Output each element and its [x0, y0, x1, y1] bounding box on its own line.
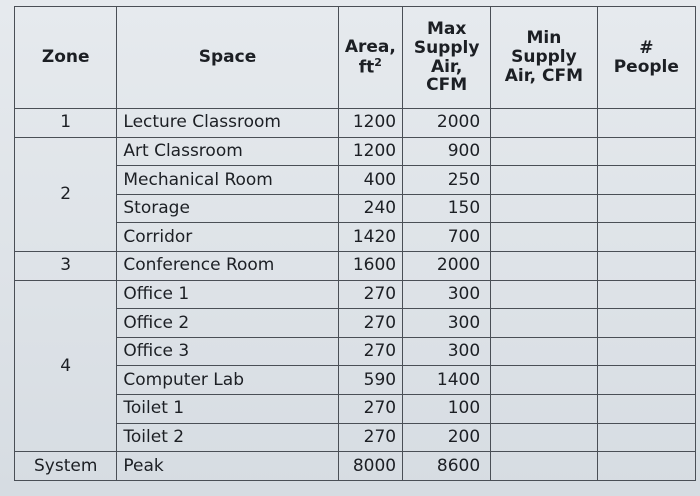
- people-cell: [597, 337, 695, 366]
- table-row: [15, 366, 696, 395]
- max-supply-cell: 100: [403, 394, 491, 423]
- header-max-supply-air: Max Supply Air, CFM: [403, 7, 491, 109]
- area-cell: 1200: [338, 109, 403, 138]
- space-cell: Storage: [117, 194, 338, 223]
- zone-cell: 3: [15, 251, 117, 280]
- space-cell: Peak: [117, 452, 338, 481]
- max-supply-cell: 300: [403, 309, 491, 338]
- table-row: [15, 194, 696, 223]
- area-cell: 400: [338, 166, 403, 195]
- people-cell: [597, 109, 695, 138]
- people-cell: [597, 137, 695, 166]
- zone-airflow-table: [14, 6, 696, 481]
- max-supply-cell: 150: [403, 194, 491, 223]
- table-row: [15, 337, 696, 366]
- header-row: [15, 7, 696, 109]
- area-cell: 270: [338, 423, 403, 452]
- space-cell: Corridor: [117, 223, 338, 252]
- space-cell: Art Classroom: [117, 137, 338, 166]
- people-cell: [597, 223, 695, 252]
- max-supply-cell: 300: [403, 337, 491, 366]
- min-supply-cell: [491, 337, 598, 366]
- max-supply-cell: 900: [403, 137, 491, 166]
- people-cell: [597, 309, 695, 338]
- min-supply-cell: [491, 280, 598, 309]
- space-cell: Office 1: [117, 280, 338, 309]
- area-cell: 270: [338, 337, 403, 366]
- min-supply-cell: [491, 194, 598, 223]
- people-cell: [597, 452, 695, 481]
- max-supply-cell: 1400: [403, 366, 491, 395]
- area-cell: 270: [338, 394, 403, 423]
- min-supply-cell: [491, 366, 598, 395]
- table-row: [15, 223, 696, 252]
- max-supply-cell: 200: [403, 423, 491, 452]
- max-supply-cell: 2000: [403, 109, 491, 138]
- table-row: [15, 452, 696, 481]
- header-zone: Zone: [15, 7, 117, 109]
- min-supply-cell: [491, 309, 598, 338]
- area-cell: 1200: [338, 137, 403, 166]
- max-supply-cell: 700: [403, 223, 491, 252]
- people-cell: [597, 166, 695, 195]
- people-cell: [597, 423, 695, 452]
- header-people: # People: [597, 7, 695, 109]
- area-cell: 1600: [338, 251, 403, 280]
- table-row: [15, 137, 696, 166]
- zone-cell: 2: [15, 137, 117, 251]
- table-row: [15, 309, 696, 338]
- space-cell: Mechanical Room: [117, 166, 338, 195]
- table-row: [15, 394, 696, 423]
- max-supply-cell: 300: [403, 280, 491, 309]
- min-supply-cell: [491, 223, 598, 252]
- area-cell: 270: [338, 280, 403, 309]
- people-cell: [597, 194, 695, 223]
- people-cell: [597, 251, 695, 280]
- area-unit-superscript: 2: [374, 55, 382, 69]
- space-cell: Computer Lab: [117, 366, 338, 395]
- table-row: [15, 280, 696, 309]
- zone-cell-system: System: [15, 452, 117, 481]
- header-min-supply-air: Min Supply Air, CFM: [491, 7, 598, 109]
- min-supply-cell: [491, 109, 598, 138]
- table-row: [15, 166, 696, 195]
- table-row: [15, 251, 696, 280]
- area-cell: 8000: [338, 452, 403, 481]
- space-cell: Office 3: [117, 337, 338, 366]
- min-supply-cell: [491, 137, 598, 166]
- space-cell: Office 2: [117, 309, 338, 338]
- zone-cell: 4: [15, 280, 117, 452]
- space-cell: Toilet 2: [117, 423, 338, 452]
- min-supply-cell: [491, 423, 598, 452]
- zone-cell: 1: [15, 109, 117, 138]
- people-cell: [597, 394, 695, 423]
- people-cell: [597, 280, 695, 309]
- area-cell: 1420: [338, 223, 403, 252]
- min-supply-cell: [491, 166, 598, 195]
- space-cell: Conference Room: [117, 251, 338, 280]
- min-supply-cell: [491, 251, 598, 280]
- space-cell: Lecture Classroom: [117, 109, 338, 138]
- max-supply-cell: 250: [403, 166, 491, 195]
- max-supply-cell: 2000: [403, 251, 491, 280]
- max-supply-cell: 8600: [403, 452, 491, 481]
- people-cell: [597, 366, 695, 395]
- header-space: Space: [117, 7, 338, 109]
- area-cell: 590: [338, 366, 403, 395]
- table-row: [15, 423, 696, 452]
- area-cell: 240: [338, 194, 403, 223]
- min-supply-cell: [491, 394, 598, 423]
- header-area: Area, $ft^2$: [338, 7, 403, 109]
- space-cell: Toilet 1: [117, 394, 338, 423]
- min-supply-cell: [491, 452, 598, 481]
- area-cell: 270: [338, 309, 403, 338]
- table-row: [15, 109, 696, 138]
